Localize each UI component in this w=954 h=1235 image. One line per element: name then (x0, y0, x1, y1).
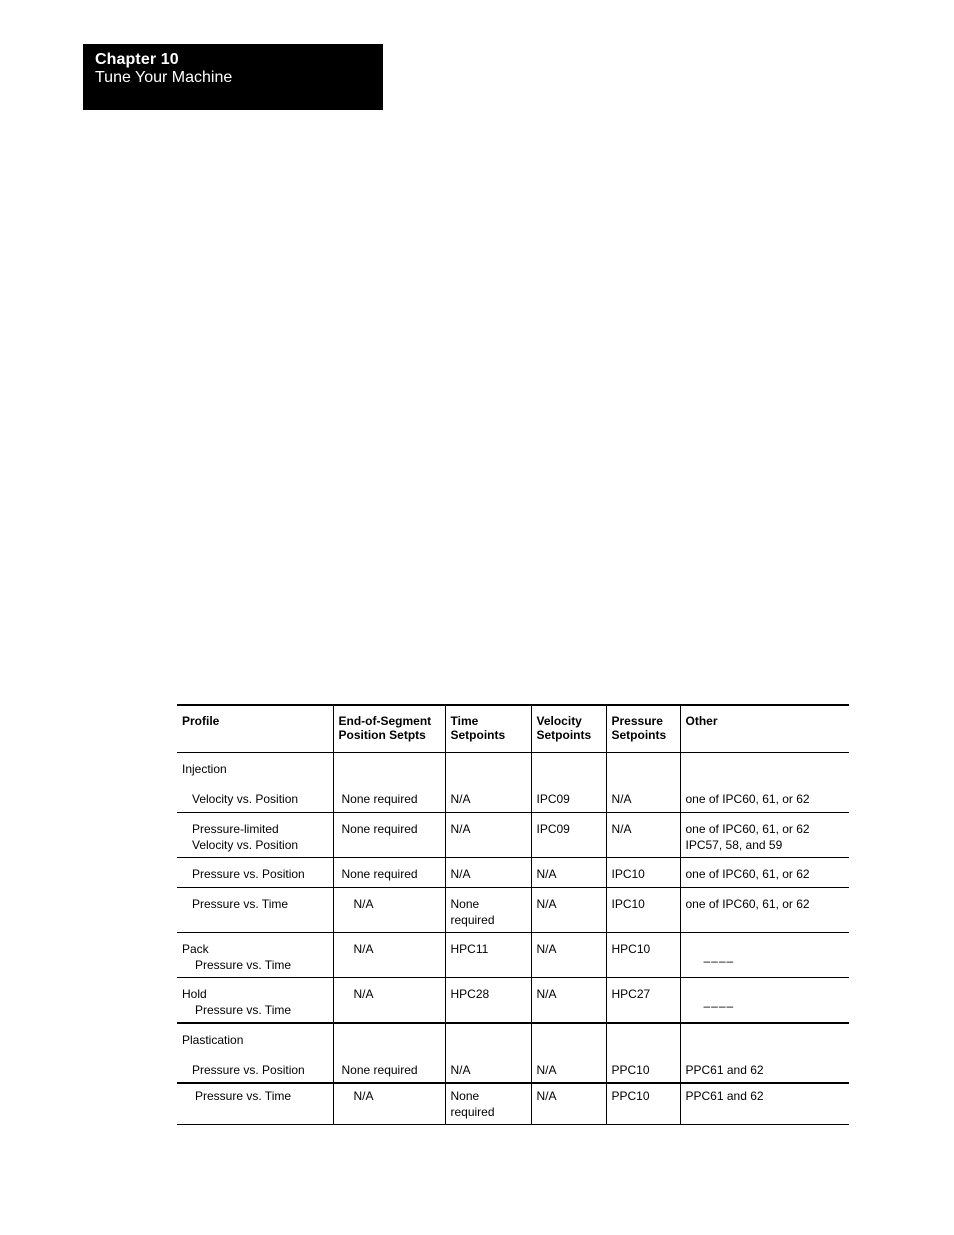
setpoints-table-container (177, 704, 849, 1125)
table-header-row (177, 705, 849, 752)
pressure-cell: IPC10 (606, 887, 680, 932)
table-row (177, 812, 849, 857)
chapter-title: Tune Your Machine (95, 69, 233, 86)
header-other: Other (680, 705, 849, 752)
profile-cell: Hold Pressure vs. Time (177, 977, 333, 1023)
pressure-cell: N/A (606, 812, 680, 857)
header-end-of-segment: End-of-Segment Position Setpts (333, 705, 445, 752)
eos-cell: N/A (333, 932, 445, 977)
velocity-cell: N/A (531, 887, 606, 932)
time-cell: N/A (445, 752, 531, 812)
profile-cell: Pressure-limited Velocity vs. Position (177, 812, 333, 857)
other-cell: one of IPC60, 61, or 62 IPC57, 58, and 59 (680, 812, 849, 857)
profile-cell: Injection Velocity vs. Position (177, 752, 333, 812)
table-row (177, 1023, 849, 1083)
table-row (177, 857, 849, 887)
table-row (177, 977, 849, 1023)
time-cell: N/A (445, 1023, 531, 1083)
chapter-number: Chapter 10 (95, 51, 179, 68)
pressure-cell: HPC27 (606, 977, 680, 1023)
time-cell: N/A (445, 857, 531, 887)
pressure-cell: IPC10 (606, 857, 680, 887)
other-cell: one of IPC60, 61, or 62 (680, 887, 849, 932)
profile-cell: Pressure vs. Time (177, 1083, 333, 1125)
eos-cell: None required (333, 857, 445, 887)
velocity-cell: N/A (531, 1083, 606, 1125)
other-cell: –––– (680, 977, 849, 1023)
other-cell: one of IPC60, 61, or 62 (680, 752, 849, 812)
velocity-cell: N/A (531, 1023, 606, 1083)
pressure-cell: N/A (606, 752, 680, 812)
header-velocity-setpoints: Velocity Setpoints (531, 705, 606, 752)
time-cell: HPC11 (445, 932, 531, 977)
time-cell: N/A (445, 812, 531, 857)
velocity-cell: N/A (531, 932, 606, 977)
pressure-cell: HPC10 (606, 932, 680, 977)
chapter-header (83, 44, 383, 110)
table-row (177, 1083, 849, 1125)
eos-cell: None required (333, 1023, 445, 1083)
other-cell: one of IPC60, 61, or 62 (680, 857, 849, 887)
profile-cell: Plastication Pressure vs. Position (177, 1023, 333, 1083)
time-cell: None required (445, 887, 531, 932)
setpoints-table (177, 704, 849, 1125)
velocity-cell: N/A (531, 857, 606, 887)
header-profile: Profile (177, 705, 333, 752)
table-row (177, 932, 849, 977)
pressure-cell: PPC10 (606, 1023, 680, 1083)
eos-cell: None required (333, 752, 445, 812)
header-pressure-setpoints: Pressure Setpoints (606, 705, 680, 752)
header-time-setpoints: Time Setpoints (445, 705, 531, 752)
velocity-cell: N/A (531, 977, 606, 1023)
eos-cell: None required (333, 812, 445, 857)
other-cell: PPC61 and 62 (680, 1023, 849, 1083)
other-cell: –––– (680, 932, 849, 977)
table-row (177, 752, 849, 812)
velocity-cell: IPC09 (531, 812, 606, 857)
eos-cell: N/A (333, 887, 445, 932)
velocity-cell: IPC09 (531, 752, 606, 812)
pressure-cell: PPC10 (606, 1083, 680, 1125)
eos-cell: N/A (333, 1083, 445, 1125)
time-cell: None required (445, 1083, 531, 1125)
eos-cell: N/A (333, 977, 445, 1023)
other-cell: PPC61 and 62 (680, 1083, 849, 1125)
table-row (177, 887, 849, 932)
time-cell: HPC28 (445, 977, 531, 1023)
profile-cell: Pack Pressure vs. Time (177, 932, 333, 977)
profile-cell: Pressure vs. Position (177, 857, 333, 887)
profile-cell: Pressure vs. Time (177, 887, 333, 932)
